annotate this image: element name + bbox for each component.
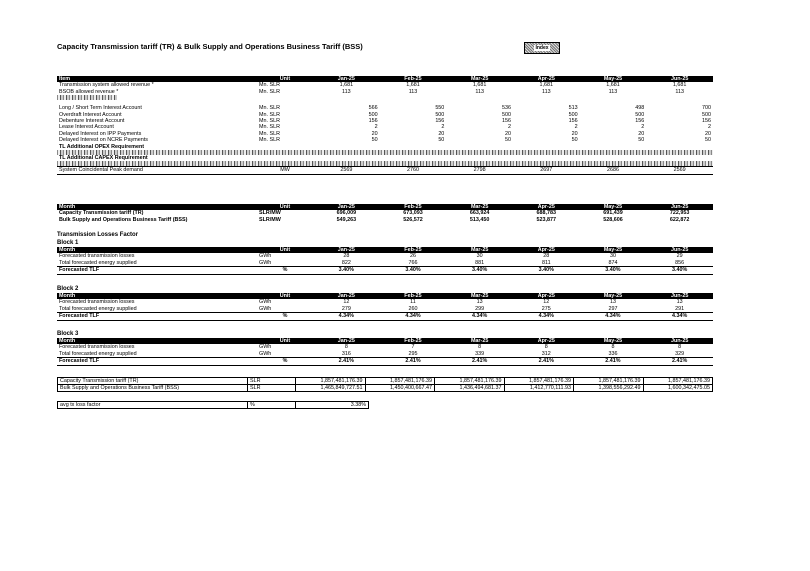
row-value: 50 [705, 137, 711, 144]
capex-label: TL Additional CAPEX Requirement [59, 155, 148, 162]
row-unit: Mn. SLR [259, 105, 280, 112]
column-header-month: Jan-25 [313, 204, 380, 210]
row-value: 663,924 [469, 210, 490, 217]
row-unit: SLR/MW [259, 210, 281, 217]
row-unit: Mn. SLR [259, 130, 280, 137]
tlf-heading: Transmission Losses Factor [57, 232, 139, 238]
row-value: 1,681 [472, 82, 487, 89]
row-value: 329 [675, 350, 685, 357]
row-unit: SLR/MW [259, 216, 281, 223]
row-label: BSOB allowed revenue * [59, 88, 119, 95]
row-unit: % [257, 313, 313, 320]
row-value: 156 [635, 118, 645, 125]
row-value: 4.34% [313, 313, 380, 320]
row-value: 500 [435, 111, 445, 118]
row-value: 1,857,481,176.39 [574, 378, 644, 385]
row-value: 2 [507, 124, 511, 131]
row-value: 526,572 [403, 216, 423, 223]
row-value: 2 [441, 124, 445, 131]
row-value: 4.34% [580, 313, 647, 320]
row-value: 4.34% [380, 313, 447, 320]
row-value: 1,857,481,176.39 [643, 378, 713, 385]
row-value: 12 [343, 299, 350, 306]
row-value: 2.41% [580, 358, 647, 365]
row-value: 500 [568, 111, 578, 118]
row-value: 2569 [313, 167, 380, 174]
row-value: 700 [702, 105, 711, 112]
row-value: 856 [675, 259, 685, 266]
row-value: 1,450,400,667.47 [365, 385, 435, 392]
column-header-month: Jun-25 [646, 247, 713, 253]
row-value: 1,436,494,681.37 [435, 385, 505, 392]
column-header-unit: Unit [257, 247, 313, 253]
row-value: 2.41% [513, 358, 580, 365]
row-unit: GWh [259, 350, 272, 357]
column-header-month: Feb-25 [380, 293, 447, 299]
row-value: 2760 [380, 167, 447, 174]
row-value: 881 [475, 259, 485, 266]
row-value: 50 [571, 137, 578, 144]
column-header-month: Apr-25 [513, 293, 580, 299]
row-value: 3.40% [380, 267, 447, 274]
column-header-month: Jan-25 [313, 76, 380, 82]
row-value: 500 [501, 111, 511, 118]
row-unit: SLR [248, 385, 296, 392]
row-unit: GWh [259, 259, 272, 266]
block-title: Block 2 [57, 286, 79, 292]
row-value: 550 [435, 105, 445, 112]
row-value: 1,681 [539, 82, 554, 89]
row-value: 1,857,481,176.39 [365, 378, 435, 385]
row-value: 156 [568, 118, 578, 125]
row-unit: Mn. SLR [259, 88, 280, 95]
row-value: 30 [476, 253, 483, 260]
column-header-item: Item [57, 76, 257, 82]
loss-factor-unit: % [248, 402, 296, 409]
row-value: 20 [638, 130, 645, 137]
row-value: 2697 [513, 167, 580, 174]
column-header-month: Mar-25 [446, 76, 513, 82]
row-label: Delayed Interest on IPP Payments [59, 130, 142, 137]
table-row [57, 260, 713, 267]
row-value: 500 [635, 111, 645, 118]
column-header-month: May-25 [580, 247, 647, 253]
column-header-month: Jun-25 [646, 338, 713, 344]
allowed-revenue-table [57, 76, 713, 175]
row-value: 2.41% [380, 358, 447, 365]
block-title: Block 3 [57, 331, 79, 337]
row-unit: % [257, 267, 313, 274]
row-value: 339 [475, 350, 485, 357]
loss-factor-label: avg tx loss factor [58, 402, 248, 409]
row-value: 874 [608, 259, 618, 266]
column-header-unit: Unit [257, 338, 313, 344]
row-value: 316 [341, 350, 351, 357]
row-value: 29 [676, 253, 683, 260]
tariff-table [57, 204, 713, 223]
column-header-month: May-25 [580, 293, 647, 299]
column-header-month: Mar-25 [446, 293, 513, 299]
row-label: Forecasted transmission losses [59, 253, 135, 260]
row-unit: Mn. SLR [259, 118, 280, 125]
row-value: 3.40% [313, 267, 380, 274]
row-value: 50 [371, 137, 378, 144]
tlf-block-table [57, 247, 713, 275]
row-value: 1,857,481,176.39 [504, 378, 574, 385]
table-row [57, 306, 713, 313]
row-value: 622,872 [669, 216, 690, 223]
row-value: 30 [609, 253, 616, 260]
row-unit: MW [257, 167, 313, 174]
row-value: 13 [476, 299, 483, 306]
row-value: 566 [368, 105, 378, 112]
row-value: 513,450 [469, 216, 490, 223]
column-header-month: May-25 [580, 204, 647, 210]
row-unit: GWh [259, 305, 272, 312]
row-value: 50 [638, 137, 645, 144]
row-value: 696,009 [336, 210, 357, 217]
row-value: 156 [435, 118, 445, 125]
index-button[interactable] [524, 42, 560, 54]
row-value: 113 [542, 88, 551, 95]
row-value: 20 [371, 130, 378, 137]
row-value: 3.40% [580, 267, 647, 274]
row-value: 500 [368, 111, 378, 118]
row-value: 28 [343, 253, 350, 260]
row-value: 113 [608, 88, 618, 95]
row-value: 13 [609, 299, 616, 306]
row-label: Long / Short Term Interest Account [59, 105, 142, 112]
row-value: 498 [635, 105, 645, 112]
column-header-month: Apr-25 [513, 338, 580, 344]
loss-factor-row [58, 402, 369, 409]
row-value: 8 [344, 344, 348, 351]
row-label: Debenture Interest Account [59, 118, 125, 125]
row-label: Forecasted transmission losses [59, 344, 135, 351]
row-value: 1,681 [606, 82, 620, 89]
column-header-month: Mar-25 [446, 338, 513, 344]
row-value: 3.40% [446, 267, 513, 274]
row-value: 2.41% [446, 358, 513, 365]
row-label: Forecasted TLF [57, 358, 257, 365]
row-value: 2 [641, 124, 645, 131]
row-value: 295 [408, 350, 418, 357]
row-value: 722,953 [669, 210, 690, 217]
row-value: 536 [501, 105, 511, 112]
row-label: Bulk Supply and Operations Business Tariff (BSS) [58, 385, 248, 392]
row-value: 20 [705, 130, 711, 137]
row-value: 8 [678, 344, 682, 351]
row-value: 1,398,556,292.49 [574, 385, 644, 392]
row-value: 2686 [580, 167, 647, 174]
row-value: 3.40% [513, 267, 580, 274]
column-header-month: Mar-25 [446, 247, 513, 253]
column-header-month: May-25 [580, 76, 647, 82]
row-value: 2 [574, 124, 578, 131]
row-value: 8 [611, 344, 615, 351]
column-header-month: Feb-25 [380, 338, 447, 344]
tlf-block-table [57, 338, 713, 366]
row-value: 13 [676, 299, 683, 306]
tariff-row [57, 217, 713, 223]
column-header-item: Month [57, 204, 257, 210]
column-header-unit: Unit [257, 204, 313, 210]
row-label: Transmission system allowed revenue * [59, 82, 154, 89]
row-label: System Coincidental Peak demand [57, 167, 257, 174]
index-button-label: Index [535, 45, 549, 51]
row-value: 1,681 [672, 82, 687, 89]
tlf-block-table [57, 293, 713, 321]
row-value: 28 [543, 253, 550, 260]
column-header-unit: Unit [257, 76, 313, 82]
row-value: 156 [501, 118, 511, 125]
row-value: 113 [408, 88, 418, 95]
row-value: 1,600,342,475.05 [643, 385, 713, 392]
row-value: 3.40% [646, 267, 713, 274]
row-value: 113 [475, 88, 484, 95]
page-title: Capacity Transmission tariff (TR) & Bulk Supply and Operations Business Tariff (BSS) [57, 42, 363, 51]
row-unit: GWh [259, 253, 272, 260]
row-value: 1,857,481,176.39 [435, 378, 505, 385]
row-value: 299 [475, 305, 485, 312]
column-header-month: Apr-25 [513, 247, 580, 253]
row-label: Forecasted TLF [57, 267, 257, 274]
loss-factor-table [57, 401, 369, 409]
row-value: 156 [368, 118, 378, 125]
row-label: Total forecasted energy supplied [59, 259, 137, 266]
row-value: 811 [542, 259, 551, 266]
table-row [57, 351, 713, 358]
row-value: 549,263 [336, 216, 357, 223]
row-value: 8 [478, 344, 482, 351]
row-value: 4.34% [513, 313, 580, 320]
column-header-month: Feb-25 [380, 204, 447, 210]
row-label: Total forecasted energy supplied [59, 305, 137, 312]
column-header-month: Jun-25 [646, 293, 713, 299]
row-unit: Mn. SLR [259, 124, 280, 131]
forecasted-tlf-row [57, 358, 713, 365]
row-value: 1,681 [406, 82, 420, 89]
column-header-item: Month [57, 293, 257, 299]
row-label: Delayed Interest on NCRE Payments [59, 137, 148, 144]
column-header-month: Jun-25 [646, 204, 713, 210]
row-value: 1,857,481,176.39 [296, 378, 366, 385]
row-label: Total forecasted energy supplied [59, 350, 137, 357]
row-value: 20 [504, 130, 511, 137]
forecasted-tlf-row [57, 313, 713, 320]
row-value: 12 [543, 299, 550, 306]
row-unit: Mn. SLR [259, 111, 280, 118]
row-label: Forecasted transmission losses [59, 299, 135, 306]
row-value: 291 [675, 305, 685, 312]
row-value: 50 [438, 137, 445, 144]
row-value: 2.41% [313, 358, 380, 365]
row-value: 8 [544, 344, 548, 351]
row-value: 50 [504, 137, 511, 144]
column-header-item: Month [57, 338, 257, 344]
column-header-month: Feb-25 [380, 76, 447, 82]
row-unit: GWh [259, 344, 272, 351]
column-header-month: Apr-25 [513, 204, 580, 210]
row-value: 673,093 [403, 210, 423, 217]
row-value: 528,606 [603, 216, 623, 223]
row-value: 2.41% [646, 358, 713, 365]
row-value: 523,877 [536, 216, 557, 223]
opex-label: TL Additional OPEX Requirement [59, 143, 145, 150]
row-value: 260 [408, 305, 418, 312]
summary-row [58, 378, 713, 385]
row-unit: Mn. SLR [259, 137, 280, 144]
row-unit: Mn. SLR [259, 82, 280, 89]
row-value: 513 [568, 105, 578, 112]
row-value: 2798 [446, 167, 513, 174]
row-value: 2 [708, 124, 711, 131]
row-value: 113 [675, 88, 684, 95]
row-label: Bulk Supply and Operations Business Tariff (BSS) [59, 216, 188, 223]
column-header-unit: Unit [257, 293, 313, 299]
column-header-month: Apr-25 [513, 76, 580, 82]
row-label: Capacity Transmission tariff (TR) [58, 378, 248, 385]
row-unit: SLR [248, 378, 296, 385]
peak-demand-row [57, 167, 713, 174]
row-value: 688,783 [536, 210, 557, 217]
row-value: 297 [608, 305, 618, 312]
column-header-month: Feb-25 [380, 247, 447, 253]
row-value: 4.34% [446, 313, 513, 320]
row-value: 1,681 [339, 82, 354, 89]
row-value: 275 [541, 305, 551, 312]
row-label: Capacity Transmission tariff (TR) [59, 210, 144, 217]
column-header-month: Jan-25 [313, 293, 380, 299]
row-value: 7 [411, 344, 415, 351]
summary-table [57, 377, 713, 392]
row-value: 156 [702, 118, 711, 125]
column-header-month: Mar-25 [446, 204, 513, 210]
row-unit: % [257, 358, 313, 365]
block-title: Block 1 [57, 240, 79, 246]
row-value: 279 [341, 305, 351, 312]
column-header-month: Jan-25 [313, 338, 380, 344]
column-header-item: Month [57, 247, 257, 253]
row-value: 20 [438, 130, 445, 137]
forecasted-tlf-row [57, 267, 713, 274]
row-label: Lease Interest Account [59, 124, 114, 131]
summary-row [58, 385, 713, 392]
row-label: Overdraft Interest Account [59, 111, 122, 118]
row-value: 1,465,849,727.51 [296, 385, 366, 392]
row-value: 113 [342, 88, 351, 95]
row-value: 26 [409, 253, 416, 260]
row-value: 336 [608, 350, 618, 357]
row-value: 4.34% [646, 313, 713, 320]
row-value: 2569 [646, 167, 713, 174]
row-value: 766 [408, 259, 418, 266]
row-value: 822 [341, 259, 351, 266]
row-value: 2 [374, 124, 378, 131]
column-header-month: May-25 [580, 338, 647, 344]
row-label: Forecasted TLF [57, 313, 257, 320]
row-unit: GWh [259, 299, 272, 306]
row-value: 691,439 [603, 210, 623, 217]
row-value: 500 [702, 111, 711, 118]
loss-factor-value: 3.38% [296, 402, 369, 409]
row-value: 1,412,770,111.93 [504, 385, 574, 392]
column-header-month: Jan-25 [313, 247, 380, 253]
row-value: 20 [571, 130, 578, 137]
column-header-month: Jun-25 [646, 76, 713, 82]
row-value: 312 [541, 350, 551, 357]
row-value: 11 [410, 299, 416, 306]
